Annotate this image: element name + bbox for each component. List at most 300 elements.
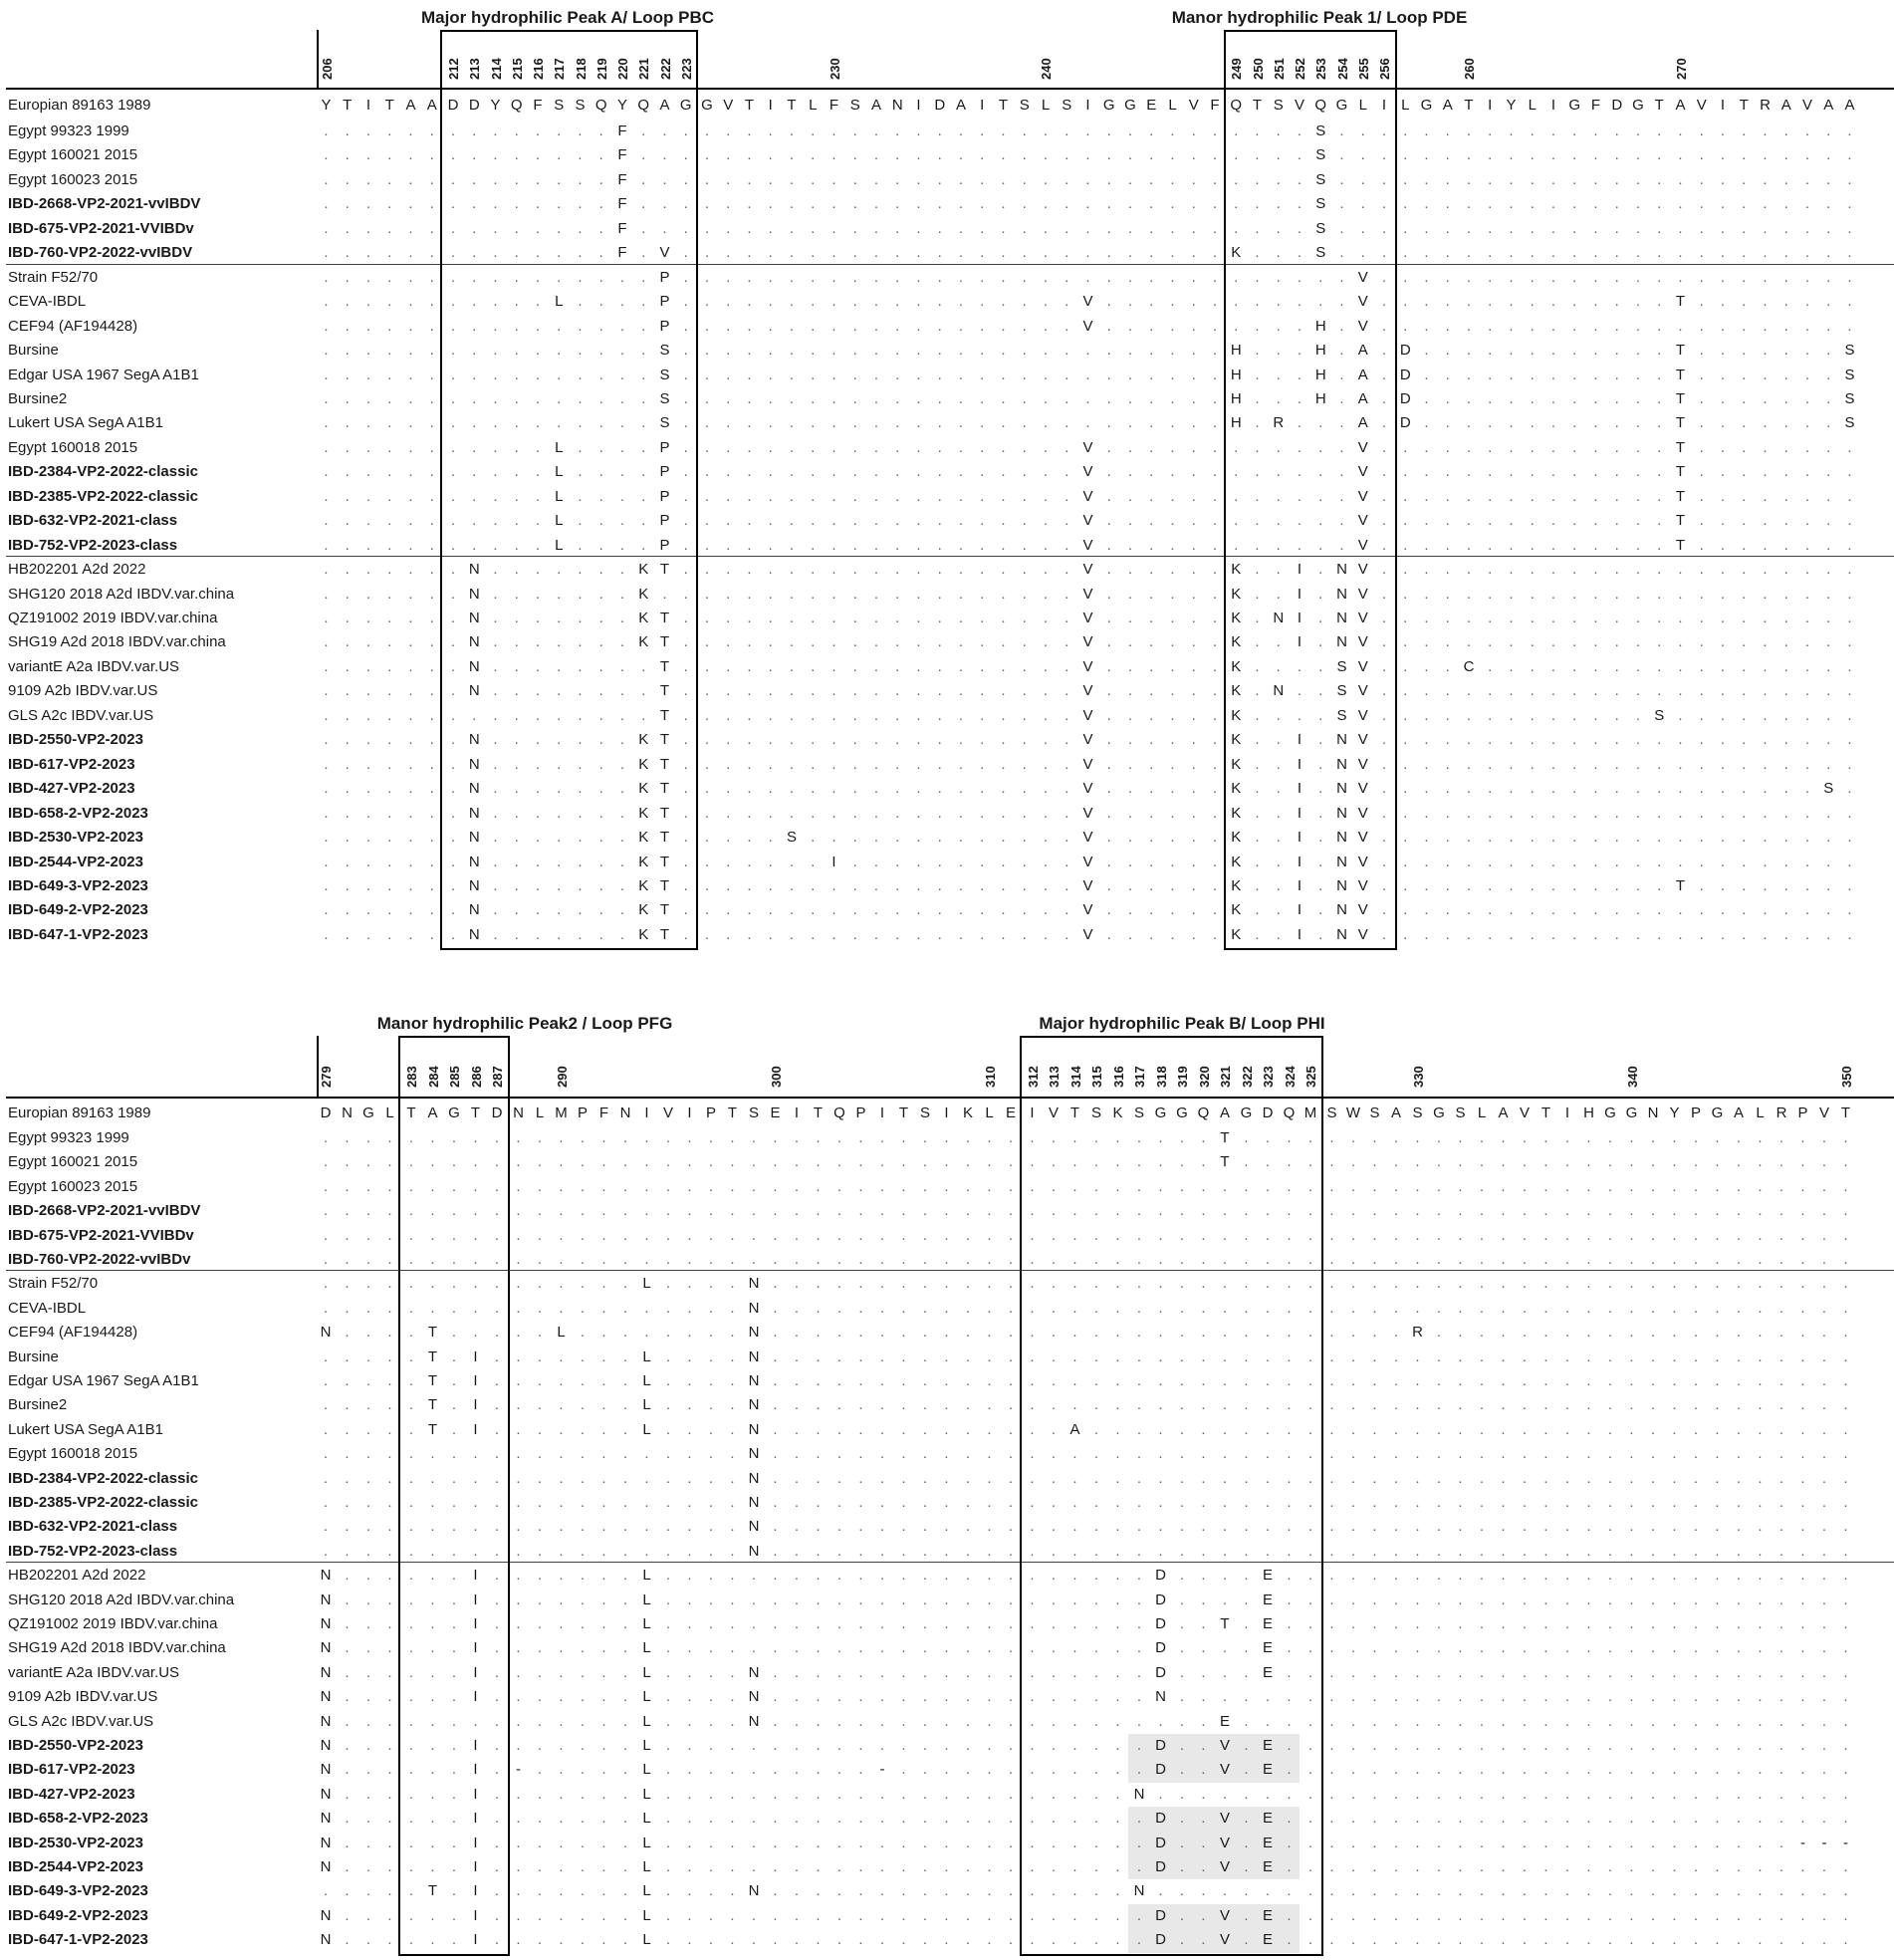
substitution: N	[744, 1470, 764, 1487]
substitution: I	[1290, 610, 1309, 626]
identity-dot: .	[809, 1470, 829, 1487]
identity-dot: .	[680, 1324, 700, 1341]
identity-dot: .	[1129, 1592, 1149, 1608]
identity-dot: .	[1215, 1372, 1235, 1389]
identity-dot: .	[909, 877, 929, 894]
substitution: K	[1226, 633, 1246, 650]
identity-dot: .	[915, 1835, 935, 1851]
residue: W	[1343, 1104, 1363, 1121]
residue: I	[1557, 1104, 1577, 1121]
identity-dot: .	[829, 1251, 849, 1268]
identity-dot: .	[980, 1300, 1000, 1317]
identity-dot: .	[782, 488, 802, 505]
identity-dot: .	[718, 171, 738, 188]
identity-dot: .	[1322, 1639, 1342, 1656]
identity-dot: .	[1818, 682, 1838, 699]
identity-dot: .	[1365, 1737, 1385, 1754]
identity-dot: .	[718, 488, 738, 505]
identity-dot: .	[444, 1348, 464, 1365]
identity-dot: .	[1258, 1348, 1278, 1365]
identity-dot: .	[761, 682, 781, 699]
substitution: H	[1226, 390, 1246, 407]
substitution: T	[655, 731, 675, 748]
identity-dot: .	[887, 122, 907, 139]
identity-dot: .	[317, 610, 337, 626]
identity-dot: .	[782, 390, 802, 407]
identity-dot: .	[718, 244, 738, 261]
substitution: L	[552, 1324, 572, 1341]
residue: S	[1015, 97, 1035, 114]
identity-dot: .	[1015, 439, 1035, 456]
identity-dot: .	[1395, 195, 1415, 212]
identity-dot: .	[697, 633, 717, 650]
substitution: N	[464, 926, 484, 943]
substitution: N	[1332, 586, 1352, 603]
identity-dot: .	[718, 707, 738, 724]
identity-dot: .	[1564, 171, 1584, 188]
identity-dot: .	[825, 122, 844, 139]
substitution: N	[464, 829, 484, 846]
identity-dot: .	[379, 586, 399, 603]
identity-dot: .	[338, 1518, 357, 1535]
identity-dot: .	[866, 854, 886, 870]
identity-dot: .	[1023, 1664, 1043, 1681]
identity-dot: .	[1237, 1470, 1257, 1487]
identity-dot: .	[1729, 1445, 1749, 1462]
identity-dot: .	[464, 171, 484, 188]
identity-dot: .	[1537, 1275, 1556, 1292]
identity-dot: .	[486, 682, 506, 699]
substitution: S	[1310, 244, 1330, 261]
identity-dot: .	[1451, 1567, 1471, 1584]
identity-dot: .	[338, 463, 357, 480]
identity-dot: .	[571, 780, 591, 797]
identity-dot: .	[1429, 1129, 1449, 1146]
identity-dot: .	[1172, 1858, 1192, 1875]
identity-dot: .	[972, 926, 992, 943]
identity-dot: .	[937, 1494, 957, 1511]
identity-dot: .	[1023, 1129, 1043, 1146]
identity-dot: .	[872, 1713, 892, 1730]
sequence-name: IBD-658-2-VP2-2023	[8, 805, 148, 822]
identity-dot: .	[1078, 342, 1098, 359]
identity-dot: .	[1269, 877, 1289, 894]
identity-dot: .	[740, 805, 760, 822]
identity-dot: .	[358, 463, 378, 480]
identity-dot: .	[487, 1494, 507, 1511]
identity-dot: .	[1797, 658, 1817, 675]
identity-dot: .	[1036, 439, 1056, 456]
identity-dot: .	[1480, 926, 1500, 943]
identity-dot: .	[1044, 1227, 1064, 1244]
identity-dot: .	[1543, 610, 1563, 626]
substitution: N	[744, 1421, 764, 1438]
identity-dot: .	[1729, 1567, 1749, 1584]
substitution: V	[1078, 682, 1098, 699]
identity-dot: .	[1537, 1639, 1556, 1656]
identity-dot: .	[1322, 1251, 1342, 1268]
identity-dot: .	[1713, 512, 1733, 529]
identity-dot: .	[761, 146, 781, 163]
identity-dot: .	[1564, 439, 1584, 456]
identity-dot: .	[1643, 1275, 1663, 1292]
identity-dot: .	[1172, 1202, 1192, 1219]
identity-dot: .	[1374, 244, 1394, 261]
substitution: K	[633, 877, 653, 894]
identity-dot: .	[994, 805, 1014, 822]
identity-dot: .	[1814, 1372, 1834, 1389]
identity-dot: .	[1108, 1518, 1128, 1535]
identity-dot: .	[464, 318, 484, 335]
identity-dot: .	[1607, 926, 1627, 943]
identity-dot: .	[1537, 1494, 1556, 1511]
identity-dot: .	[1120, 439, 1140, 456]
identity-dot: .	[1248, 269, 1268, 286]
identity-dot: .	[1692, 586, 1712, 603]
identity-dot: .	[723, 1761, 743, 1778]
substitution: N	[744, 1300, 764, 1317]
substitution: N	[464, 682, 484, 699]
identity-dot: .	[1141, 439, 1161, 456]
identity-dot: .	[1494, 1543, 1514, 1560]
identity-dot: .	[972, 269, 992, 286]
identity-dot: .	[317, 854, 337, 870]
identity-dot: .	[422, 707, 442, 724]
identity-dot: .	[1417, 367, 1437, 383]
identity-dot: .	[1756, 877, 1776, 894]
identity-dot: .	[1515, 1737, 1535, 1754]
residue: K	[958, 1104, 978, 1121]
header-rule	[6, 1097, 1894, 1099]
identity-dot: .	[1557, 1835, 1577, 1851]
identity-dot: .	[1692, 171, 1712, 188]
identity-dot: .	[1836, 1348, 1856, 1365]
identity-dot: .	[380, 1445, 400, 1462]
identity-dot: .	[528, 854, 548, 870]
identity-dot: .	[507, 707, 527, 724]
identity-dot: .	[803, 586, 823, 603]
identity-dot: .	[1322, 1324, 1342, 1341]
identity-dot: .	[980, 1737, 1000, 1754]
identity-dot: .	[528, 293, 548, 310]
substitution: R	[1269, 414, 1289, 431]
substitution: V	[1078, 707, 1098, 724]
identity-dot: .	[1502, 633, 1522, 650]
identity-dot: .	[1671, 707, 1691, 724]
identity-dot: .	[1248, 610, 1268, 626]
identity-dot: .	[1502, 805, 1522, 822]
residue: I	[1374, 97, 1394, 114]
identity-dot: .	[1751, 1494, 1771, 1511]
identity-dot: .	[1523, 269, 1542, 286]
identity-dot: .	[951, 731, 971, 748]
identity-dot: .	[423, 1470, 443, 1487]
sequence-name: SHG19 A2d 2018 IBDV.var.china	[8, 633, 226, 650]
identity-dot: .	[787, 1713, 807, 1730]
identity-dot: .	[951, 414, 971, 431]
identity-dot: .	[443, 512, 463, 529]
identity-dot: .	[528, 414, 548, 431]
identity-dot: .	[401, 1470, 421, 1487]
identity-dot: .	[615, 1470, 635, 1487]
identity-dot: .	[1120, 829, 1140, 846]
identity-dot: .	[592, 463, 611, 480]
identity-dot: .	[1729, 1275, 1749, 1292]
identity-dot: .	[615, 1300, 635, 1317]
identity-dot: .	[1205, 195, 1225, 212]
identity-dot: .	[1692, 318, 1712, 335]
identity-dot: .	[1515, 1592, 1535, 1608]
identity-dot: .	[1108, 1324, 1128, 1341]
identity-dot: .	[509, 1251, 529, 1268]
residue: G	[1151, 1104, 1171, 1121]
identity-dot: .	[1280, 1153, 1300, 1170]
identity-dot: .	[1686, 1227, 1706, 1244]
identity-dot: .	[1129, 1421, 1149, 1438]
identity-dot: .	[1729, 1615, 1749, 1632]
identity-dot: .	[994, 586, 1014, 603]
identity-dot: .	[915, 1396, 935, 1413]
identity-dot: .	[761, 610, 781, 626]
identity-dot: .	[994, 390, 1014, 407]
identity-dot: .	[1665, 1664, 1685, 1681]
identity-dot: .	[740, 561, 760, 578]
identity-dot: .	[1015, 780, 1035, 797]
identity-dot: .	[909, 537, 929, 554]
identity-dot: .	[1836, 1713, 1856, 1730]
identity-dot: .	[972, 414, 992, 431]
identity-dot: .	[829, 1567, 849, 1584]
identity-dot: .	[486, 707, 506, 724]
identity-dot: .	[338, 731, 357, 748]
identity-dot: .	[1269, 318, 1289, 335]
residue: Y	[486, 97, 506, 114]
residue: Q	[633, 97, 653, 114]
identity-dot: .	[1438, 829, 1458, 846]
position-marker: 206	[320, 58, 335, 80]
identity-dot: .	[1438, 318, 1458, 335]
identity-dot: .	[401, 1518, 421, 1535]
identity-dot: .	[380, 1202, 400, 1219]
identity-dot: .	[1472, 1421, 1492, 1438]
identity-dot: .	[701, 1615, 721, 1632]
substitution: D	[1151, 1810, 1171, 1827]
identity-dot: .	[1523, 901, 1542, 918]
identity-dot: .	[530, 1713, 550, 1730]
identity-dot: .	[1686, 1518, 1706, 1535]
identity-dot: .	[423, 1543, 443, 1560]
identity-dot: .	[317, 829, 337, 846]
identity-dot: .	[1840, 877, 1860, 894]
identity-dot: .	[655, 586, 675, 603]
identity-dot: .	[1237, 1543, 1257, 1560]
identity-dot: .	[718, 756, 738, 773]
identity-dot: .	[1564, 488, 1584, 505]
identity-dot: .	[1129, 1445, 1149, 1462]
identity-dot: .	[930, 171, 950, 188]
identity-dot: .	[1194, 1129, 1214, 1146]
substitution: V	[1353, 293, 1373, 310]
identity-dot: .	[1120, 805, 1140, 822]
identity-dot: .	[980, 1567, 1000, 1584]
identity-dot: .	[930, 488, 950, 505]
identity-dot: .	[845, 682, 865, 699]
identity-dot: .	[829, 1688, 849, 1705]
substitution: V	[1215, 1761, 1235, 1778]
identity-dot: .	[872, 1348, 892, 1365]
identity-dot: .	[1280, 1858, 1300, 1875]
identity-dot: .	[1086, 1445, 1106, 1462]
identity-dot: .	[1184, 829, 1204, 846]
identity-dot: .	[1836, 1737, 1856, 1754]
identity-dot: .	[740, 342, 760, 359]
identity-dot: .	[1057, 463, 1076, 480]
identity-dot: .	[1417, 829, 1437, 846]
identity-dot: .	[1237, 1786, 1257, 1803]
identity-dot: .	[1237, 1445, 1257, 1462]
identity-dot: .	[423, 1518, 443, 1535]
identity-dot: .	[1579, 1543, 1599, 1560]
identity-dot: .	[1408, 1737, 1428, 1754]
identity-dot: .	[1099, 610, 1119, 626]
identity-dot: .	[1665, 1592, 1685, 1608]
identity-dot: .	[1172, 1372, 1192, 1389]
identity-dot: .	[1226, 171, 1246, 188]
sequence-name: IBD-632-VP2-2021-class	[8, 512, 177, 529]
identity-dot: .	[909, 488, 929, 505]
substitution: P	[655, 318, 675, 335]
identity-dot: .	[1692, 756, 1712, 773]
identity-dot: .	[1269, 244, 1289, 261]
identity-dot: .	[787, 1227, 807, 1244]
identity-dot: .	[787, 1129, 807, 1146]
identity-dot: .	[1776, 658, 1796, 675]
identity-dot: .	[1628, 707, 1648, 724]
identity-dot: .	[509, 1858, 529, 1875]
identity-dot: .	[1793, 1178, 1813, 1195]
identity-dot: .	[487, 1592, 507, 1608]
identity-dot: .	[466, 1543, 486, 1560]
identity-dot: .	[1184, 414, 1204, 431]
identity-dot: .	[829, 1421, 849, 1438]
identity-dot: .	[380, 1178, 400, 1195]
identity-dot: .	[1793, 1713, 1813, 1730]
identity-dot: .	[1438, 269, 1458, 286]
identity-dot: .	[571, 877, 591, 894]
identity-dot: .	[1301, 1615, 1320, 1632]
identity-dot: .	[1237, 1713, 1257, 1730]
substitution: E	[1258, 1615, 1278, 1632]
identity-dot: .	[1797, 512, 1817, 529]
identity-dot: .	[1036, 414, 1056, 431]
identity-dot: .	[1065, 1251, 1085, 1268]
identity-dot: .	[401, 537, 421, 554]
identity-dot: .	[1129, 1810, 1149, 1827]
identity-dot: .	[1129, 1251, 1149, 1268]
identity-dot: .	[338, 122, 357, 139]
identity-dot: .	[1751, 1592, 1771, 1608]
identity-dot: .	[443, 269, 463, 286]
identity-dot: .	[486, 390, 506, 407]
identity-dot: .	[1814, 1445, 1834, 1462]
identity-dot: .	[317, 805, 337, 822]
identity-dot: .	[1776, 463, 1796, 480]
identity-dot: .	[718, 318, 738, 335]
identity-dot: .	[1494, 1275, 1514, 1292]
identity-dot: .	[549, 342, 569, 359]
substitution: -	[1793, 1835, 1813, 1851]
substitution: V	[1353, 877, 1373, 894]
identity-dot: .	[723, 1835, 743, 1851]
identity-dot: .	[571, 390, 591, 407]
identity-dot: .	[994, 122, 1014, 139]
identity-dot: .	[637, 1518, 657, 1535]
substitution: V	[1353, 610, 1373, 626]
identity-dot: .	[573, 1300, 592, 1317]
residue: E	[766, 1104, 786, 1121]
identity-dot: .	[1814, 1664, 1834, 1681]
identity-dot: .	[1322, 1835, 1342, 1851]
identity-dot: .	[1226, 512, 1246, 529]
identity-dot: .	[401, 1713, 421, 1730]
identity-dot: .	[887, 512, 907, 529]
position-number: 325	[1303, 1066, 1318, 1088]
identity-dot: .	[1643, 1202, 1663, 1219]
identity-dot: .	[443, 829, 463, 846]
identity-dot: .	[317, 633, 337, 650]
identity-dot: .	[787, 1543, 807, 1560]
identity-dot: .	[1163, 390, 1183, 407]
identity-dot: .	[1322, 1786, 1342, 1803]
identity-dot: .	[1194, 1664, 1214, 1681]
identity-dot: .	[380, 1470, 400, 1487]
identity-dot: .	[980, 1592, 1000, 1608]
identity-dot: .	[358, 1737, 378, 1754]
identity-dot: .	[1044, 1324, 1064, 1341]
identity-dot: .	[1086, 1737, 1106, 1754]
identity-dot: .	[530, 1494, 550, 1511]
identity-dot: .	[1665, 1324, 1685, 1341]
identity-dot: .	[1776, 707, 1796, 724]
substitution: I	[466, 1615, 486, 1632]
sequence-name: IBD-427-VP2-2023	[8, 780, 135, 797]
identity-dot: .	[444, 1178, 464, 1195]
substitution: K	[633, 829, 653, 846]
identity-dot: .	[718, 658, 738, 675]
identity-dot: .	[1708, 1421, 1728, 1438]
identity-dot: .	[594, 1592, 614, 1608]
identity-dot: .	[803, 146, 823, 163]
identity-dot: .	[958, 1227, 978, 1244]
identity-dot: .	[909, 561, 929, 578]
identity-dot: .	[1386, 1300, 1406, 1317]
identity-dot: .	[509, 1664, 529, 1681]
identity-dot: .	[1065, 1202, 1085, 1219]
identity-dot: .	[1586, 439, 1606, 456]
substitution: N	[744, 1713, 764, 1730]
identity-dot: .	[782, 367, 802, 383]
identity-dot: .	[633, 537, 653, 554]
residue: L	[1523, 97, 1542, 114]
identity-dot: .	[1057, 829, 1076, 846]
identity-dot: .	[951, 854, 971, 870]
identity-dot: .	[317, 122, 337, 139]
identity-dot: .	[1756, 586, 1776, 603]
identity-dot: .	[1163, 342, 1183, 359]
identity-dot: .	[1756, 244, 1776, 261]
identity-dot: .	[1692, 414, 1712, 431]
identity-dot: .	[1408, 1518, 1428, 1535]
